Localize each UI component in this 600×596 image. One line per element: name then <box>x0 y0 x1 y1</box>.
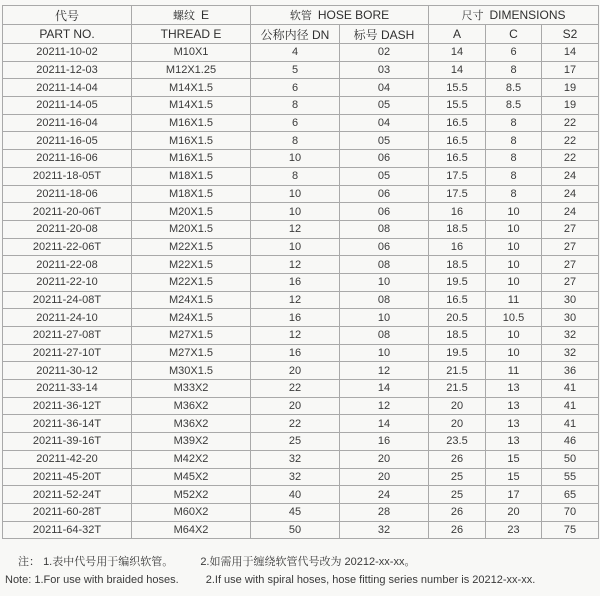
a-cell: 26 <box>429 521 486 539</box>
a-cell: 21.5 <box>429 380 486 398</box>
dn-cell: 25 <box>251 433 340 451</box>
c-cell: 10 <box>486 344 542 362</box>
dash-cell: 20 <box>340 450 429 468</box>
a-header: A <box>429 25 486 44</box>
hose-bore-header <box>251 6 429 25</box>
a-cell: 19.5 <box>429 344 486 362</box>
dash-cell: 24 <box>340 486 429 504</box>
table-row <box>3 415 599 433</box>
c-cell: 20 <box>486 503 542 521</box>
s2-cell: 24 <box>542 185 599 203</box>
s2-header: S2 <box>542 25 599 44</box>
table-row <box>3 503 599 521</box>
dn-cell: 8 <box>251 97 340 115</box>
part-no-cell: 20211-27-08T <box>3 327 132 345</box>
part-no-cell: 20211-20-08 <box>3 220 132 238</box>
c-cell: 10 <box>486 256 542 274</box>
a-cell: 16.5 <box>429 132 486 150</box>
part-no-cell: 20211-27-10T <box>3 344 132 362</box>
header-row-2 <box>3 25 599 44</box>
dn-cell: 16 <box>251 273 340 291</box>
thread-header-en: THREAD E <box>132 25 251 44</box>
part-no-cell: 20211-10-02 <box>3 44 132 62</box>
c-cell: 8.5 <box>486 79 542 97</box>
part-no-header-en: PART NO. <box>3 25 132 44</box>
dash-cell: 16 <box>340 433 429 451</box>
table-row <box>3 309 599 327</box>
table-row <box>3 344 599 362</box>
part-no-cell: 20211-60-28T <box>3 503 132 521</box>
s2-cell: 41 <box>542 380 599 398</box>
dash-cell: 05 <box>340 97 429 115</box>
part-no-cell: 20211-36-12T <box>3 397 132 415</box>
s2-cell: 14 <box>542 44 599 62</box>
table-row <box>3 167 599 185</box>
dash-cell: 10 <box>340 309 429 327</box>
c-cell: 17 <box>486 486 542 504</box>
table-row <box>3 132 599 150</box>
dash-header: 标号 DASH <box>340 25 429 44</box>
table-row <box>3 291 599 309</box>
table-row <box>3 468 599 486</box>
thread-cell: M27X1.5 <box>132 344 251 362</box>
a-cell: 26 <box>429 503 486 521</box>
thread-cell: M20X1.5 <box>132 220 251 238</box>
part-no-cell: 20211-64-32T <box>3 521 132 539</box>
dash-cell: 20 <box>340 468 429 486</box>
dn-cell: 12 <box>251 256 340 274</box>
thread-cell: M18X1.5 <box>132 185 251 203</box>
a-cell: 17.5 <box>429 185 486 203</box>
c-cell: 10 <box>486 327 542 345</box>
dash-cell: 03 <box>340 61 429 79</box>
thread-cell: M45X2 <box>132 468 251 486</box>
table-row <box>3 238 599 256</box>
a-cell: 14 <box>429 44 486 62</box>
s2-cell: 27 <box>542 220 599 238</box>
thread-cell: M24X1.5 <box>132 309 251 327</box>
a-cell: 18.5 <box>429 256 486 274</box>
a-cell: 20.5 <box>429 309 486 327</box>
table-row <box>3 433 599 451</box>
c-cell: 8 <box>486 114 542 132</box>
s2-cell: 75 <box>542 521 599 539</box>
part-no-cell: 20211-22-06T <box>3 238 132 256</box>
s2-cell: 27 <box>542 238 599 256</box>
a-cell: 20 <box>429 397 486 415</box>
notes-cn-line <box>18 553 588 571</box>
s2-cell: 22 <box>542 114 599 132</box>
thread-cell: M36X2 <box>132 415 251 433</box>
a-cell: 20 <box>429 415 486 433</box>
c-cell: 10 <box>486 273 542 291</box>
thread-cell: M64X2 <box>132 521 251 539</box>
part-no-cell: 20211-16-04 <box>3 114 132 132</box>
table-row <box>3 97 599 115</box>
table-row <box>3 450 599 468</box>
a-cell: 18.5 <box>429 327 486 345</box>
dn-cell: 8 <box>251 167 340 185</box>
table-row <box>3 486 599 504</box>
s2-cell: 46 <box>542 433 599 451</box>
thread-cell: M27X1.5 <box>132 327 251 345</box>
dn-cell: 20 <box>251 397 340 415</box>
part-no-cell: 20211-22-08 <box>3 256 132 274</box>
part-no-cell: 20211-33-14 <box>3 380 132 398</box>
part-no-cell: 20211-16-06 <box>3 150 132 168</box>
part-no-cell: 20211-14-05 <box>3 97 132 115</box>
dn-cell: 50 <box>251 521 340 539</box>
thread-cell: M39X2 <box>132 433 251 451</box>
part-no-cell: 20211-12-03 <box>3 61 132 79</box>
dash-cell: 06 <box>340 150 429 168</box>
a-cell: 26 <box>429 450 486 468</box>
dn-cell: 16 <box>251 309 340 327</box>
thread-cell: M36X2 <box>132 397 251 415</box>
a-cell: 15.5 <box>429 97 486 115</box>
s2-cell: 22 <box>542 132 599 150</box>
table-row <box>3 327 599 345</box>
dash-cell: 08 <box>340 220 429 238</box>
part-no-cell: 20211-42-20 <box>3 450 132 468</box>
thread-cell: M42X2 <box>132 450 251 468</box>
dn-cell: 6 <box>251 79 340 97</box>
part-no-cell: 20211-24-08T <box>3 291 132 309</box>
dn-cell: 10 <box>251 150 340 168</box>
dash-cell: 05 <box>340 132 429 150</box>
part-no-cell: 20211-18-06 <box>3 185 132 203</box>
s2-cell: 36 <box>542 362 599 380</box>
c-cell: 23 <box>486 521 542 539</box>
dn-cell: 6 <box>251 114 340 132</box>
thread-cn-label: 螺纹 <box>172 10 195 22</box>
c-cell: 15 <box>486 468 542 486</box>
a-cell: 18.5 <box>429 220 486 238</box>
s2-cell: 70 <box>542 503 599 521</box>
dn-cell: 16 <box>251 344 340 362</box>
c-cell: 8 <box>486 185 542 203</box>
s2-cell: 27 <box>542 256 599 274</box>
c-cell: 8 <box>486 150 542 168</box>
thread-cell: M16X1.5 <box>132 150 251 168</box>
c-cell: 10 <box>486 238 542 256</box>
dn-cell: 22 <box>251 415 340 433</box>
s2-cell: 55 <box>542 468 599 486</box>
thread-cell: M52X2 <box>132 486 251 504</box>
dash-cell: 12 <box>340 362 429 380</box>
part-no-cell: 20211-36-14T <box>3 415 132 433</box>
table-row <box>3 273 599 291</box>
a-cell: 19.5 <box>429 273 486 291</box>
table-row <box>3 362 599 380</box>
table-row <box>3 150 599 168</box>
dash-cell: 14 <box>340 415 429 433</box>
note-cn-1: 1.表中代号用于编织软管。 <box>43 556 174 568</box>
part-no-cell: 20211-52-24T <box>3 486 132 504</box>
hose-bore-en-label: HOSE BORE <box>317 8 390 22</box>
part-no-cell: 20211-14-04 <box>3 79 132 97</box>
c-cell: 8 <box>486 132 542 150</box>
c-cell: 15 <box>486 450 542 468</box>
table-row <box>3 203 599 221</box>
notes-block <box>5 553 588 589</box>
a-cell: 17.5 <box>429 167 486 185</box>
dash-cell: 04 <box>340 114 429 132</box>
part-no-cell: 20211-24-10 <box>3 309 132 327</box>
a-cell: 15.5 <box>429 79 486 97</box>
thread-cell: M16X1.5 <box>132 114 251 132</box>
a-cell: 21.5 <box>429 362 486 380</box>
c-cell: 10 <box>486 203 542 221</box>
table-row <box>3 521 599 539</box>
thread-e-label: E <box>200 8 209 22</box>
s2-cell: 24 <box>542 167 599 185</box>
thread-cell: M22X1.5 <box>132 256 251 274</box>
dn-cell: 20 <box>251 362 340 380</box>
c-cell: 11 <box>486 362 542 380</box>
fitting-dimension-table <box>2 5 599 539</box>
thread-cell: M33X2 <box>132 380 251 398</box>
table-row <box>3 256 599 274</box>
part-no-cell: 20211-39-16T <box>3 433 132 451</box>
part-no-cell: 20211-45-20T <box>3 468 132 486</box>
table-row <box>3 220 599 238</box>
dash-cell: 28 <box>340 503 429 521</box>
c-cell: 13 <box>486 415 542 433</box>
c-cell: 8 <box>486 167 542 185</box>
dash-cell: 14 <box>340 380 429 398</box>
hose-bore-cn-label: 软管 <box>289 10 312 22</box>
s2-cell: 30 <box>542 309 599 327</box>
dn-cell: 12 <box>251 220 340 238</box>
thread-cell: M22X1.5 <box>132 238 251 256</box>
table-body <box>3 44 599 539</box>
a-cell: 16.5 <box>429 150 486 168</box>
c-cell: 13 <box>486 397 542 415</box>
table-row <box>3 79 599 97</box>
thread-cell: M14X1.5 <box>132 79 251 97</box>
a-cell: 23.5 <box>429 433 486 451</box>
a-cell: 16.5 <box>429 114 486 132</box>
s2-cell: 17 <box>542 61 599 79</box>
s2-cell: 41 <box>542 415 599 433</box>
dn-cell: 32 <box>251 450 340 468</box>
thread-cell: M16X1.5 <box>132 132 251 150</box>
s2-cell: 41 <box>542 397 599 415</box>
c-cell: 10.5 <box>486 309 542 327</box>
dash-cell: 02 <box>340 44 429 62</box>
table-row <box>3 397 599 415</box>
c-cell: 6 <box>486 44 542 62</box>
c-header: C <box>486 25 542 44</box>
c-cell: 11 <box>486 291 542 309</box>
dimensions-en-label: DIMENSIONS <box>489 8 566 22</box>
note-en-2: 2.If use with spiral hoses, hose fitting series number is 20212-xx-xx. <box>205 574 536 586</box>
a-cell: 14 <box>429 61 486 79</box>
s2-cell: 32 <box>542 344 599 362</box>
dn-cell: 40 <box>251 486 340 504</box>
table-row <box>3 185 599 203</box>
dn-header: 公称内径 DN <box>251 25 340 44</box>
s2-cell: 65 <box>542 486 599 504</box>
thread-cell: M60X2 <box>132 503 251 521</box>
table-row <box>3 380 599 398</box>
dash-cell: 32 <box>340 521 429 539</box>
a-cell: 16 <box>429 238 486 256</box>
note-cn-2: 2.如需用于缠绕软管代号改为 20212-xx-xx。 <box>200 556 416 568</box>
table-row <box>3 114 599 132</box>
dn-cell: 45 <box>251 503 340 521</box>
dash-cell: 08 <box>340 291 429 309</box>
thread-header-cn <box>132 6 251 25</box>
dn-cell: 4 <box>251 44 340 62</box>
part-no-cell: 20211-20-06T <box>3 203 132 221</box>
dash-cell: 06 <box>340 203 429 221</box>
thread-cell: M20X1.5 <box>132 203 251 221</box>
s2-cell: 27 <box>542 273 599 291</box>
s2-cell: 30 <box>542 291 599 309</box>
part-no-header-cn: 代号 <box>3 6 132 25</box>
dn-cell: 8 <box>251 132 340 150</box>
dn-cell: 10 <box>251 203 340 221</box>
a-cell: 25 <box>429 468 486 486</box>
s2-cell: 19 <box>542 97 599 115</box>
dash-cell: 04 <box>340 79 429 97</box>
dn-cell: 32 <box>251 468 340 486</box>
c-cell: 13 <box>486 380 542 398</box>
dn-cell: 12 <box>251 327 340 345</box>
dash-cell: 06 <box>340 185 429 203</box>
dash-cell: 10 <box>340 344 429 362</box>
dn-cell: 10 <box>251 185 340 203</box>
dash-cell: 12 <box>340 397 429 415</box>
notes-cn-label: 注： <box>18 556 40 568</box>
part-no-cell: 20211-18-05T <box>3 167 132 185</box>
c-cell: 10 <box>486 220 542 238</box>
a-cell: 16 <box>429 203 486 221</box>
notes-en-line <box>5 571 588 589</box>
note-en-1: Note: 1.For use with braided hoses. <box>5 574 179 586</box>
dash-cell: 10 <box>340 273 429 291</box>
thread-cell: M14X1.5 <box>132 97 251 115</box>
table-row <box>3 61 599 79</box>
thread-cell: M30X1.5 <box>132 362 251 380</box>
thread-cell: M24X1.5 <box>132 291 251 309</box>
c-cell: 13 <box>486 433 542 451</box>
dash-cell: 08 <box>340 327 429 345</box>
thread-cell: M18X1.5 <box>132 167 251 185</box>
thread-cell: M10X1 <box>132 44 251 62</box>
table-row <box>3 44 599 62</box>
a-cell: 16.5 <box>429 291 486 309</box>
thread-cell: M22X1.5 <box>132 273 251 291</box>
dn-cell: 5 <box>251 61 340 79</box>
c-cell: 8.5 <box>486 97 542 115</box>
s2-cell: 22 <box>542 150 599 168</box>
dash-cell: 06 <box>340 238 429 256</box>
s2-cell: 24 <box>542 203 599 221</box>
part-no-cell: 20211-30-12 <box>3 362 132 380</box>
part-no-cell: 20211-16-05 <box>3 132 132 150</box>
dn-cell: 10 <box>251 238 340 256</box>
s2-cell: 50 <box>542 450 599 468</box>
dn-cell: 12 <box>251 291 340 309</box>
dn-cell: 22 <box>251 380 340 398</box>
header-row-1 <box>3 6 599 25</box>
c-cell: 8 <box>486 61 542 79</box>
dash-cell: 08 <box>340 256 429 274</box>
dash-cell: 05 <box>340 167 429 185</box>
dimensions-cn-label: 尺寸 <box>461 10 484 22</box>
dimensions-header <box>429 6 599 25</box>
s2-cell: 19 <box>542 79 599 97</box>
part-no-cell: 20211-22-10 <box>3 273 132 291</box>
s2-cell: 32 <box>542 327 599 345</box>
a-cell: 25 <box>429 486 486 504</box>
thread-cell: M12X1.25 <box>132 61 251 79</box>
